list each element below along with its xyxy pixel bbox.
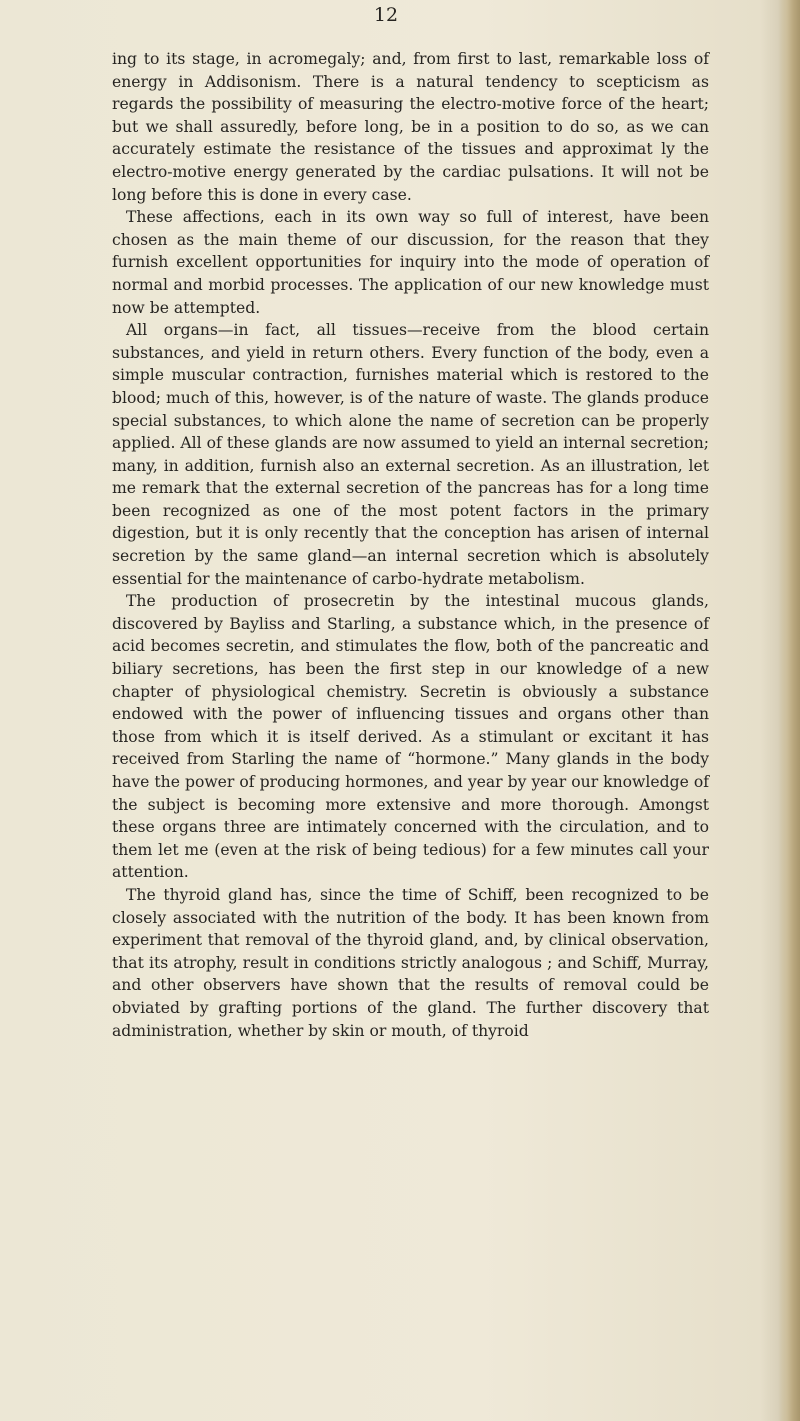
paragraph-1: ing to its stage, in acromegaly; and, from first to last, remarkable loss of energy in Addisonism. There is a natural tendency to scepticism as regards the possibility of measuring the electro-motive force of the heart; but we shall assuredly, before long, be in a position to do so, as we can accurately estimate the resistance of the tissues and approximat ly the electro-motive energy generated by the cardiac pulsations. It will not be long before this is done in every case.: [112, 50, 709, 204]
paragraph-4: The production of prosecretin by the intestinal mucous glands, discovered by Bayliss and Starling, a substance which, in the presence of acid becomes secretin, and stimulates the flow, both of the pancreatic and biliary secretions, has been the first step in our knowledge of a new chapter of physiological chemistry. Secretin is obviously a substance endowed with the power of influencing tissues and organs other than those from which it is itself derived. As a stimulant or excitant it has received from Starling the name of “hormone.” Many glands in the body have the power of producing hormones, and year by year our knowledge of the subject is becoming more extensive and more thorough. Amongst these organs three are intimately concerned with the circulation, and to them let me (even at the risk of being tedious) for a few minutes call your attention.: [112, 592, 709, 882]
paragraph-5: The thyroid gland has, since the time of Schiff, been recognized to be closely associated with the nutrition of the body. It has been known from experiment that removal of the thyroid gland, and, by clinical observation, that its atrophy, result in conditions strictly analogous ; and Schiff, Murray, and other observers have shown that the results of removal could be obviated by grafting portions of the gland. The further discovery that administration, whether by skin or mouth, of thyroid: [112, 885, 709, 1040]
page-edge-shadow: [778, 0, 800, 1421]
page-number: 12: [373, 4, 399, 26]
paragraph-2: These affections, each in its own way so full of interest, have been chosen as the main theme of our discussion, for the reason that they furnish excellent opportunities for inquiry into the mode of operation of normal and morbid processes. The application of our new knowledge must now be attempted.: [112, 208, 709, 317]
body-text: [112, 48, 709, 1042]
paragraph-3: All organs—in fact, all tissues—receive from the blood certain substances, and yield in return others. Every function of the body, even a simple muscular contraction, furnishes material which is restored to the blood; much of this, however, is of the nature of waste. The glands produce special substances, to which alone the name of secretion can be properly applied. All of these glands are now assumed to yield an internal secretion; many, in addition, furnish also an external secretion. As an illustration, let me remark that the external secretion of the pancreas has for a long time been recognized as one of the most potent factors in the primary digestion, but it is only recently that the conception has arisen of internal secretion by the same gland—an internal secretion which is absolutely essential for the maintenance of carbo-hydrate metabolism.: [112, 321, 709, 588]
